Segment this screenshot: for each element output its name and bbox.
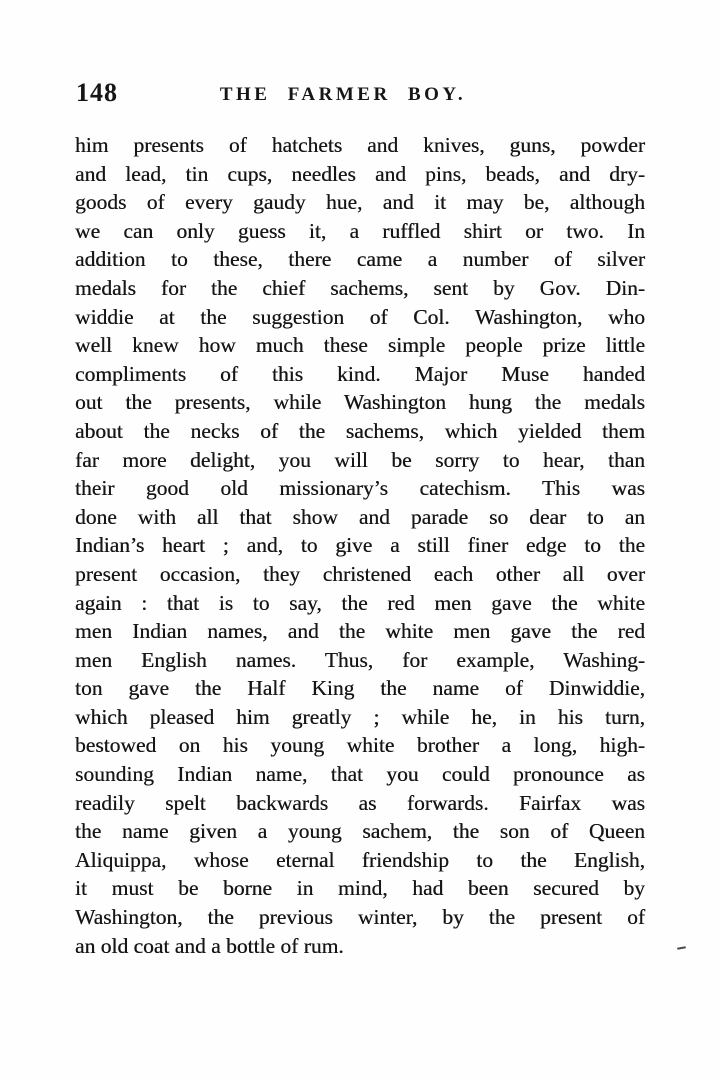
text-line: widdie at the suggestion of Col. Washington, who [75,304,645,329]
scan-artifact-mark [677,946,686,950]
text-line: again : that is to say, the red men gave the white [75,590,645,615]
text-line: present occasion, they christened each other all over [75,561,645,586]
text-line: which pleased him greatly ; while he, in his turn, [75,704,645,729]
text-line: their good old missionary’s catechism. This was [75,476,645,501]
text-line: an old coat and a bottle of rum. [75,933,344,958]
text-line: the name given a young sachem, the son of Queen [75,819,645,844]
page-number: 148 [76,78,118,107]
text-line: we can only guess it, a ruffled shirt or two. In [75,218,645,243]
page-header [75,78,645,107]
text-line: goods of every gaudy hue, and it may be, although [75,190,645,215]
text-line: addition to these, there came a number of silver [75,247,645,272]
text-line: Indian’s heart ; and, to give a still finer edge to the [75,533,645,558]
text-line: ton gave the Half King the name of Dinwiddie, [75,676,645,701]
text-line: sounding Indian name, that you could pronounce as [75,762,645,787]
text-line: far more delight, you will be sorry to hear, than [75,447,645,472]
text-line: men English names. Thus, for example, Washing- [75,647,645,672]
text-line: medals for the chief sachems, sent by Gov. Din- [75,275,645,300]
body-text [75,131,645,960]
text-line: Aliquippa, whose eternal friendship to the English, [75,847,645,872]
text-line: out the presents, while Washington hung the medals [75,390,645,415]
text-line: bestowed on his young white brother a long, high- [75,733,645,758]
text-line: readily spelt backwards as forwards. Fairfax was [75,790,645,815]
text-line: done with all that show and parade so dear to an [75,504,645,529]
text-line: Washington, the previous winter, by the present of [75,905,645,930]
text-line: compliments of this kind. Major Muse handed [75,361,645,386]
text-line: well knew how much these simple people prize little [75,333,645,358]
text-line: it must be borne in mind, had been secured by [75,876,645,901]
running-title: THE FARMER BOY. [219,84,467,105]
text-line: and lead, tin cups, needles and pins, beads, and dry- [75,161,645,186]
text-line: about the necks of the sachems, which yielded them [75,418,645,443]
text-line: men Indian names, and the white men gave the red [75,619,645,644]
text-line: him presents of hatchets and knives, guns, powder [75,133,645,157]
